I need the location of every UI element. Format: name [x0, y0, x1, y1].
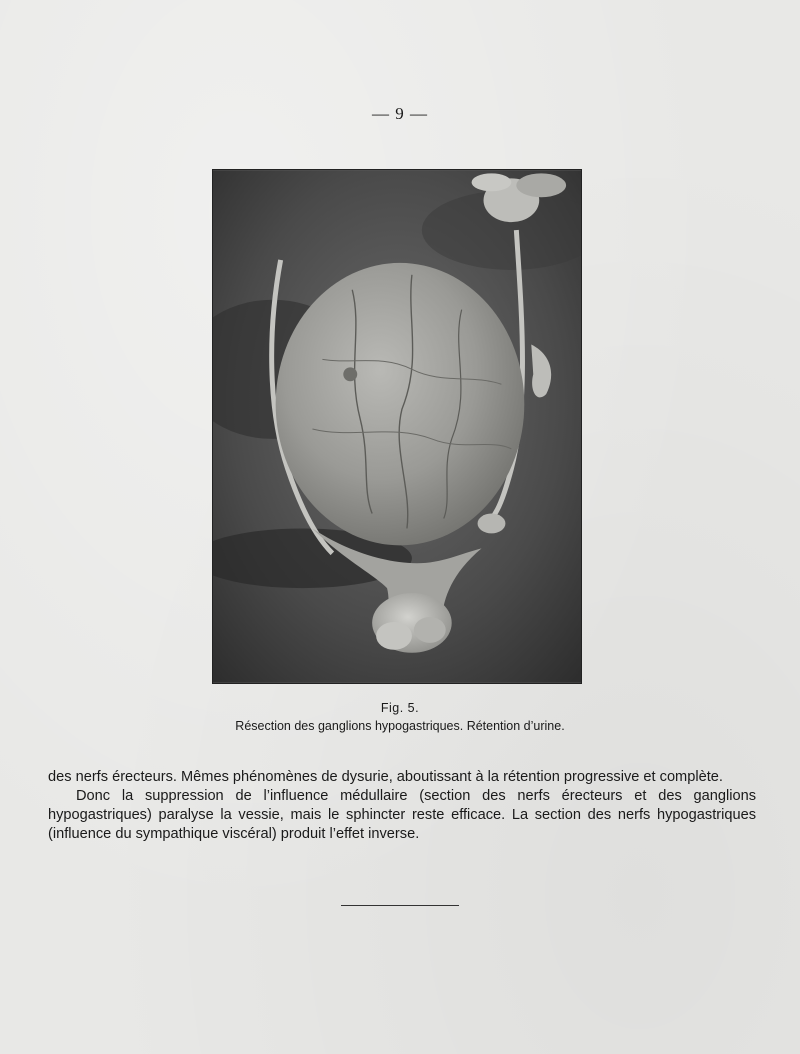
paragraph-conclusion: Donc la suppression de l’influence médullaire (section des nerfs érecteurs et des ganglions hypogastriques) paralyse la vessie, mais le sphincter reste efficace. La section des nerfs hypogastriques (influence du sympathique viscéral) produit l’effet inverse.: [48, 788, 756, 842]
page-number: — 9 —: [372, 104, 428, 123]
body-text: [48, 768, 756, 844]
closing-rule: [341, 905, 459, 906]
bladder-photo-illustration: [213, 170, 581, 683]
paragraph-continuation: des nerfs érecteurs. Mêmes phénomènes de dysurie, aboutissant à la rétention progressive et complète.: [48, 769, 723, 785]
figure-caption: Résection des ganglions hypogastriques. Rétention d’urine.: [235, 719, 565, 733]
figure-photograph: [212, 169, 582, 684]
figure-label: Fig. 5.: [380, 701, 420, 715]
